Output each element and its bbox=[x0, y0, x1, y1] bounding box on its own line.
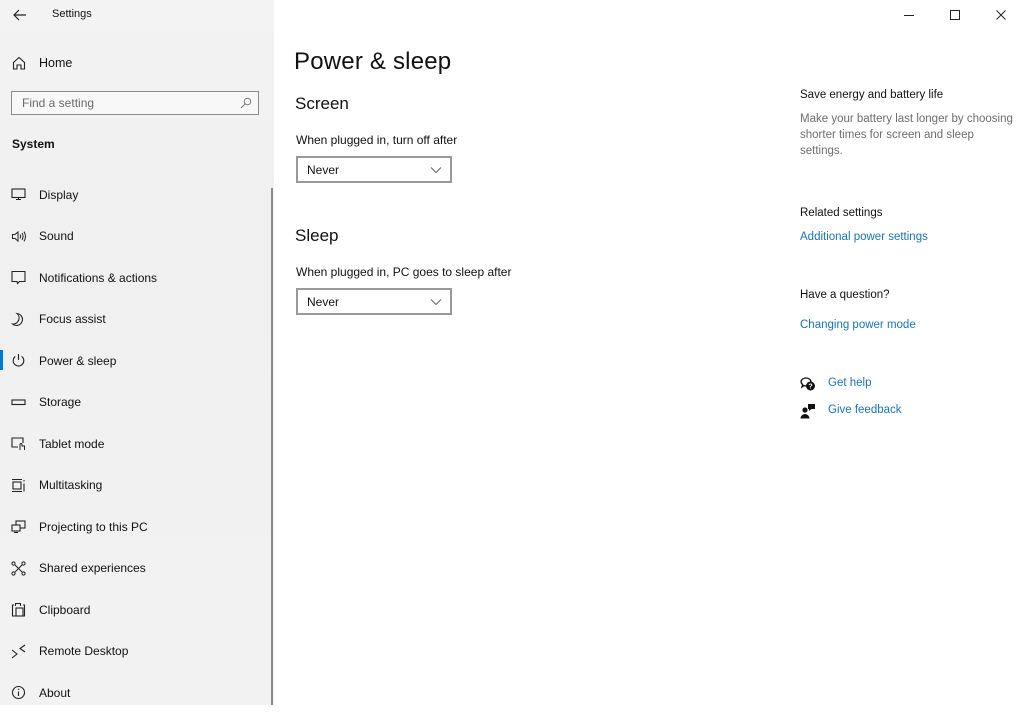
sidebar-item-label: Home bbox=[39, 56, 73, 70]
title-bar bbox=[0, 0, 274, 30]
save-energy-title: Save energy and battery life bbox=[800, 89, 944, 101]
back-button[interactable] bbox=[10, 5, 30, 25]
give-feedback-link[interactable]: Give feedback bbox=[828, 404, 902, 416]
dropdown-value: Never bbox=[307, 163, 340, 177]
screen-timeout-dropdown[interactable] bbox=[296, 156, 452, 183]
display-icon bbox=[11, 187, 26, 202]
minimize-button[interactable] bbox=[886, 0, 932, 30]
tablet-mode-icon bbox=[11, 436, 26, 451]
sidebar-item-tablet-mode[interactable] bbox=[0, 423, 270, 465]
minimize-icon bbox=[904, 10, 914, 20]
sidebar-item-label: Clipboard bbox=[39, 602, 91, 617]
home-icon bbox=[12, 56, 26, 70]
info-icon bbox=[11, 685, 26, 700]
multitasking-icon bbox=[11, 478, 26, 493]
sleep-heading: Sleep bbox=[295, 226, 339, 245]
dropdown-value: Never bbox=[307, 295, 340, 309]
sidebar-scrollbar[interactable] bbox=[271, 188, 273, 705]
close-icon bbox=[996, 10, 1006, 20]
sidebar-item-clipboard[interactable] bbox=[0, 589, 270, 631]
sidebar-item-display[interactable] bbox=[0, 174, 270, 216]
sidebar-item-label: Shared experiences bbox=[39, 561, 146, 576]
get-help-link[interactable]: Get help bbox=[828, 377, 872, 389]
screen-timeout-label: When plugged in, turn off after bbox=[296, 133, 458, 147]
shared-experiences-icon bbox=[11, 561, 26, 576]
remote-desktop-icon bbox=[11, 644, 26, 659]
sidebar-item-label: Projecting to this PC bbox=[39, 519, 148, 534]
sidebar-item-remote-desktop[interactable] bbox=[0, 631, 270, 673]
projecting-icon bbox=[11, 519, 26, 534]
sidebar-item-focus-assist[interactable] bbox=[0, 299, 270, 341]
sidebar-item-storage[interactable] bbox=[0, 382, 270, 424]
notifications-icon bbox=[11, 270, 26, 285]
sidebar-item-label: Remote Desktop bbox=[39, 644, 129, 659]
sidebar-nav bbox=[0, 174, 270, 714]
sidebar-item-home[interactable] bbox=[0, 50, 270, 76]
sidebar-item-power-sleep[interactable] bbox=[0, 340, 270, 382]
chevron-down-icon bbox=[430, 166, 442, 174]
storage-icon bbox=[11, 395, 26, 410]
maximize-icon bbox=[950, 10, 960, 20]
sidebar-item-sound[interactable] bbox=[0, 216, 270, 258]
sidebar-item-label: Display bbox=[39, 187, 79, 202]
sidebar-item-label: Sound bbox=[39, 229, 74, 244]
have-a-question-title: Have a question? bbox=[800, 289, 890, 301]
give-feedback-button[interactable] bbox=[800, 402, 902, 420]
sidebar-item-label: Power & sleep bbox=[39, 353, 117, 368]
chevron-down-icon bbox=[430, 298, 442, 306]
sidebar-item-projecting[interactable] bbox=[0, 506, 270, 548]
get-help-icon bbox=[800, 376, 816, 392]
back-arrow-icon bbox=[13, 9, 27, 21]
get-help-button[interactable] bbox=[800, 375, 872, 393]
changing-power-mode-link[interactable]: Changing power mode bbox=[800, 319, 916, 331]
give-feedback-icon bbox=[800, 403, 816, 419]
svg-text:?: ? bbox=[808, 383, 813, 391]
sleep-timeout-label: When plugged in, PC goes to sleep after bbox=[296, 265, 512, 279]
sidebar-item-notifications[interactable] bbox=[0, 257, 270, 299]
sound-icon bbox=[11, 229, 26, 244]
save-energy-description: Make your battery last longer by choosing shorter times for screen and sleep settings. bbox=[800, 113, 1013, 157]
sidebar-item-label: Focus assist bbox=[39, 312, 106, 327]
maximize-button[interactable] bbox=[932, 0, 978, 30]
sidebar-item-label: About bbox=[39, 685, 71, 700]
related-settings-title: Related settings bbox=[800, 207, 883, 219]
sidebar-item-label: Tablet mode bbox=[39, 436, 105, 451]
main-content bbox=[274, 0, 1024, 705]
sidebar-item-label: Notifications & actions bbox=[39, 270, 158, 285]
sidebar bbox=[0, 0, 274, 705]
search-input[interactable] bbox=[12, 92, 222, 114]
sleep-timeout-dropdown[interactable] bbox=[296, 288, 452, 315]
sidebar-item-multitasking[interactable] bbox=[0, 465, 270, 507]
page-title: Power & sleep bbox=[294, 48, 452, 75]
search-icon[interactable] bbox=[240, 97, 252, 109]
sidebar-item-label: Storage bbox=[39, 395, 82, 410]
app-title: Settings bbox=[52, 8, 92, 20]
close-button[interactable] bbox=[978, 0, 1024, 30]
section-label: System bbox=[12, 137, 55, 151]
sidebar-item-shared-experiences[interactable] bbox=[0, 548, 270, 590]
moon-icon bbox=[11, 312, 26, 327]
search-box bbox=[11, 91, 259, 115]
additional-power-settings-link[interactable]: Additional power settings bbox=[800, 231, 928, 243]
clipboard-icon bbox=[11, 602, 26, 617]
power-icon bbox=[11, 353, 26, 368]
sidebar-item-about[interactable] bbox=[0, 672, 270, 714]
sidebar-item-label: Multitasking bbox=[39, 478, 103, 493]
screen-heading: Screen bbox=[295, 94, 349, 113]
window-controls bbox=[886, 0, 1024, 30]
